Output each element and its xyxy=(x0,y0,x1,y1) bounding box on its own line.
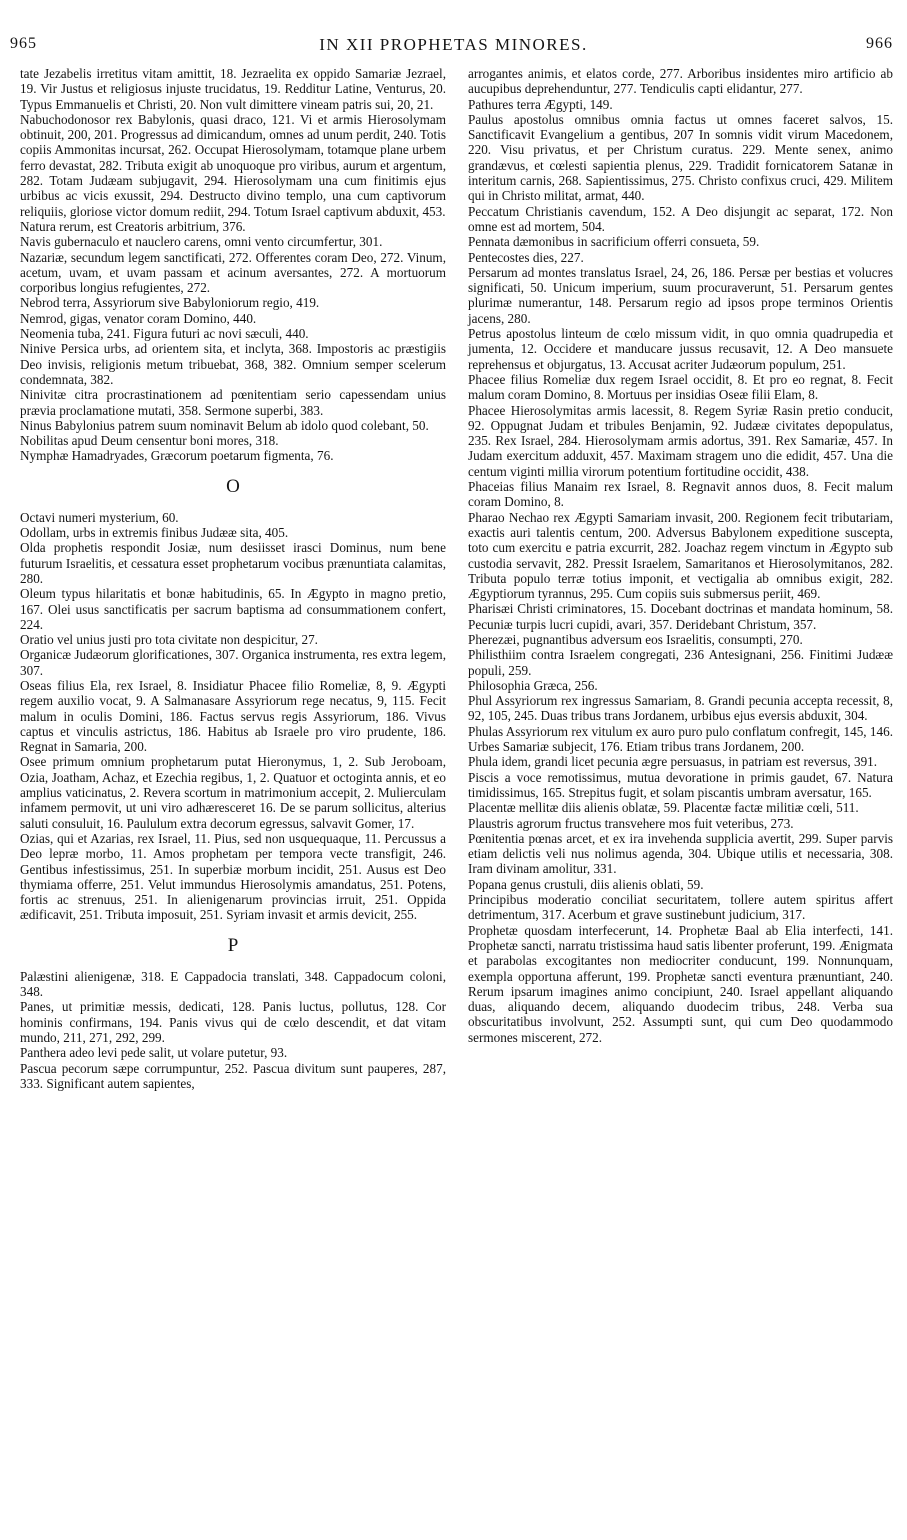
index-entry: Popana genus crustuli, diis alienis oblati, 59. xyxy=(468,876,704,892)
index-entry: Phulas Assyriorum rex vitulum ex auro puro pulo conflatum confregit, 145, 146. Urbes Samariæ subjecit, 176. Etiam tribus trans Jordanem, 200. xyxy=(468,723,893,755)
index-entry: Nazariæ, secundum legem sanctificati, 272. Offerentes coram Deo, 272. Vinum, acetum, uvam, et uvam passam et acinum aversantes, 272. A mortuorum corporibus longius refugientes, 272. xyxy=(20,249,446,296)
index-entry: Pathures terra Ægypti, 149. xyxy=(468,96,613,112)
index-entry: Osee primum omnium prophetarum putat Hieronymus, 1, 2. Sub Jeroboam, Ozia, Joatham, Achaz, et Ezechia regibus, 1, 2. Quatuor et octoginta annis, et eo amplius vaticinatus, 2. Revera scortum in matrimonium accepit, 2. Mulierculam infamem permovit, ut uni viro adhæresceret 16. De se parum sollicitus, alterius saluti consuluit, 16. Paululum extra decorum egressus, salvavit Gomer, 17. xyxy=(20,754,446,831)
index-entry: Piscis a voce remotissimus, mutua devoratione in primis gaudet, 67. Natura timidissimus, 165. Strepitus fugit, et solam piscantis umbram aversatur, 165. xyxy=(468,769,893,800)
index-entry: Nabuchodonosor rex Babylonis, quasi draco, 121. Vi et armis Hierosolymam obtinuit, 200, 201. Progressus ad dimicandum, omnes ad unum perdit, 240. Totis copiis Ammonitas incursat, 262. Occupat Hierosolymam, totamque plane urbem ferro devastat, 282. Tributa exigit ab unoquoque pro viribus, aurum et argentum, 282. Totam Judæam subjugavit, 294. Hierosolymam una cum finitimis ejus urbibus ac vicis exussit, 294. Destructo divino templo, una cum captivorum reliquiis, gloriose victor domum rediit, 294. Totum Israel captivum abduxit, 453. xyxy=(20,111,446,219)
index-entry: Pharisæi Christi criminatores, 15. Docebant doctrinas et mandata hominum, 58. Pecuniæ turpis lucri cupidi, avari, 357. Deridebant Christum, 357. xyxy=(468,601,893,632)
index-entry: Ninus Babylonius patrem suum nominavit Belum ab idolo quod colebant, 50. xyxy=(20,417,429,433)
index-entry: Organicæ Judæorum glorificationes, 307. Organica instrumenta, res extra legem, 307. xyxy=(20,647,446,678)
index-entry: Phacee filius Romeliæ dux regem Israel occidit, 8. Et pro eo regnat, 8. Fecit malum coram Domino, 8. Mortuus per insidias Oseæ filii Elam, 8. xyxy=(468,371,893,403)
index-entry: Pennata dæmonibus in sacrificium offerri consueta, 59. xyxy=(468,234,760,250)
index-entry: Panes, ut primitiæ messis, dedicati, 128. Panis luctus, pollutus, 128. Cor hominis confirmans, 194. Panis vivus qui de cœlo descendit, et dat vitam mundo, 211, 271, 292, 299. xyxy=(20,999,446,1045)
index-entry: Phacee Hierosolymitas armis lacessit, 8. Regem Syriæ Rasin pretio conducit, 92. Oppugnat Judam et tribules Benjamin, 92. Judææ civitates depopulatus, 235. Rex Israel, 284. Hierosolymam armis adortus, 391. Rex Samariæ, 457. In Judam exercitum adduxit, 457. Maximam stragem uno die edidit, 457. Una die centum viginti millia virorum potentium fortitudine occidit, 438. xyxy=(468,402,893,479)
index-entry: Phul Assyriorum rex ingressus Samariam, 8. Grandi pecunia accepta recessit, 8, 92, 105, 245. Duas tribus trans Jordanem, urbibus ejus eversis abduxit, 304. xyxy=(468,693,893,724)
index-entry: Pascua pecorum sæpe corrumpuntur, 252. Pascua divitum sunt pauperes, 287, 333. Significant autem sapientes, xyxy=(20,1060,446,1091)
right-index-column xyxy=(468,66,893,1045)
index-block-p-continued xyxy=(468,66,893,1045)
index-entry: Ninive Persica urbs, ad orientem sita, et inclyta, 368. Impostoris ac præstigiis Deo invisis, religionis metum tribuebat, 368, 382. Omnium semper scelerum condemnata, 382. xyxy=(20,341,446,387)
index-entry: Octavi numeri mysterium, 60. xyxy=(20,509,179,525)
index-entry: Oseas filius Ela, rex Israel, 8. Insidiatur Phacee filio Romeliæ, 8, 9. Ægypti regem auxilio vocat, 9. A Salmanasare Assyriorum rege necatus, 9, 115. Fecit malum in oculis Domini, 186. Factus servus regis Assyriorum, 186. Vivus captus et vinculis astrictus, 186. Habitus ab Israele pro viro prudente, 186. Regnat in Samaria, 200. xyxy=(20,677,446,755)
index-entry: arrogantes animis, et elatos corde, 277. Arboribus insidentes miro artificio ab aucupibus deprehenduntur, 277. Tendiculis capti elidantur, 277. xyxy=(468,66,893,97)
index-entry: Phaceias filius Manaim rex Israel, 8. Regnavit annos duos, 8. Fecit malum coram Domino, 8. xyxy=(468,479,893,510)
index-entry: Pharao Nechao rex Ægypti Samariam invasit, 200. Regionem fecit tributariam, exactis auri talentis centum, 200. Adversus Babylonem expeditione suscepta, toto cum exercitu e patria excurrit, 282. Joachaz regem vinctum in Ægypto sub custodia servavit, 282. Pressit Israelem, Samaritanos et Hierosolymitanos, 282. Tributa populo terræ totius imponit, et vectigalia ab omnibus exigit, 282. Ægyptiorum tyrannus, 295. Cum copiis suis submersus periit, 469. xyxy=(468,509,893,602)
index-entry: tate Jezabelis irretitus vitam amittit, 18. Jezraelita ex oppido Samariæ Jezrael, 19. Vir Justus et religiosus injuste trucidatus, 19. Redditur Latine, Venturus, 20. Typus Emmanuelis et Christi, 20. Non vult dimittere vineam patris sui, 20, 21. xyxy=(20,66,446,112)
index-entry: Navis gubernaculo et nauclero carens, omni vento circumfertur, 301. xyxy=(20,234,383,250)
index-entry: Nebrod terra, Assyriorum sive Babyloniorum regio, 419. xyxy=(20,295,320,311)
index-block-n xyxy=(20,66,446,464)
index-entry: Pherezæi, pugnantibus adversum eos Israelitis, consumpti, 270. xyxy=(468,631,803,647)
index-entry: Paulus apostolus omnibus omnia factus ut omnes faceret salvos, 15. Sanctificavit Evangelium a gentibus, 207 In somnis vidit virum Macedonem, 220. Visu privatus, et per Christum curatus. 229. Mente senex, animo grandævus, et cœlesti sapientia plenus, 229. Tradidit fornicatorem Satanæ in interitum carnis, 268. Sapientissimus, 275. Christo confixus cruci, 429. Militem qui in Christo militat, armat, 440. xyxy=(468,111,893,204)
index-entry: Philosophia Græca, 256. xyxy=(468,677,598,693)
index-entry: Nemrod, gigas, venator coram Domino, 440. xyxy=(20,310,257,326)
index-entry: Petrus apostolus linteum de cœlo missum vidit, in quo omnia quadrupedia et jumenta, 12. Occidere et manducare jussus recusavit, 12. A Deo mansuete reprehensus et objurgatus, 13. Accusat acriter Judæorum populum, 251. xyxy=(468,326,893,372)
index-entry: Plaustris agrorum fructus transvehere mos fuit veteribus, 273. xyxy=(468,815,794,831)
index-block-p-start xyxy=(20,969,446,1091)
index-entry: Peccatum Christianis cavendum, 152. A Deo disjungit ac separat, 172. Non omne est ad mortem, 504. xyxy=(468,203,893,234)
index-entry: Natura rerum, est Creatoris arbitrium, 376. xyxy=(20,218,246,234)
index-entry: Palæstini alienigenæ, 318. E Cappadocia translati, 348. Cappadocum coloni, 348. xyxy=(20,968,446,1000)
index-entry: Pœnitentia pœnas arcet, et ex ira invehenda supplicia avertit, 299. Super parvis etiam delictis veli nus nolimus agenda, 304. Ubique utilis et necessaria, 308. Iram divinam amolitur, 331. xyxy=(468,830,893,877)
index-entry: Phula idem, grandi licet pecunia ægre persuasus, in patriam est reversus, 391. xyxy=(468,754,878,770)
index-entry: Philisthiim contra Israelem congregati, 236 Antesignani, 256. Finitimi Judææ populi, 259. xyxy=(468,647,893,678)
index-entry: Panthera adeo levi pede salit, ut volare putetur, 93. xyxy=(20,1045,288,1061)
index-entry: Olda prophetis respondit Josiæ, num desiisset irasci Dominus, num bene futurum Israelitis, et cessatura esset prophetarum vocibus prænuntiata calamitas, 280. xyxy=(20,540,446,586)
page-number-left: 965 xyxy=(10,35,37,52)
index-entry: Neomenia tuba, 241. Figura futuri ac novi sæculi, 440. xyxy=(20,326,309,342)
index-entry: Pentecostes dies, 227. xyxy=(468,249,584,265)
index-entry: Ozias, qui et Azarias, rex Israel, 11. Pius, sed non usquequaque, 11. Percussus a Deo lepræ morbo, 11. Amos prophetam per tempora vecte transfigit, 246. Gentibus infestissimus, 251. In superbiæ morbum incidit, 251. Ausus est Deo thymiama offerre, 251. Velut immundus Hierosolymis amandatus, 251. Potens, fortis ac strenuus, 251. In alienigenarum provincias irruit, 251. Oppida ædificavit, 251. Tributa imposuit, 251. Syriam invasit et armis devicit, 255. xyxy=(20,830,446,923)
index-entry: Prophetæ quosdam interfecerunt, 14. Prophetæ Baal ab Elia interfecti, 141. Prophetæ sancti, narratu tristissima haud satis libenter proferunt, 199. Ænigmata et parabolas excogitantes non mediocriter conducunt, 199. Nonnunquam, exempla opportuna afferunt, 199. Prophetæ sancti eventura prænuntiant, 240. Rerum ipsarum imagines animo concipiunt, 240. Israel appellant aliquando duas, aliquando decem, aliquando duodecim tribus, 248. Verba sua obscuritatibus involvunt, 252. Assumpti sunt, qui cum Deo quodammodo sermones miscerent, 272. xyxy=(468,922,893,1045)
running-title: IN XII PROPHETAS MINORES. xyxy=(319,35,588,54)
index-entry: Oleum typus hilaritatis et bonæ habitudinis, 65. In Ægypto in magno pretio, 167. Olei usus sanctificatis per sacrum baptisma ad consummationem confert, 224. xyxy=(20,586,446,632)
index-entry: Principibus moderatio conciliat securitatem, tollere autem spiritus affert detrimentum, 317. Acerbum et grave sustinebunt judicium, 317. xyxy=(468,892,893,923)
section-letter-p: P xyxy=(227,934,239,956)
index-entry: Ninivitæ citra procrastinationem ad pœnitentiam serio capessendam unius prævia proclamatione mutati, 358. Sermone superbi, 383. xyxy=(20,387,446,418)
index-block-o xyxy=(20,510,446,923)
index-entry: Placentæ mellitæ diis alienis oblatæ, 59. Placentæ factæ militiæ cœli, 511. xyxy=(468,800,859,816)
index-entry: Nobilitas apud Deum censentur boni mores, 318. xyxy=(20,433,279,449)
index-entry: Persarum ad montes translatus Israel, 24, 26, 186. Persæ per bestias et volucres significati, 50. Unicum imperium, suum procuraverunt, 51. Persarum gentes plurimæ numerantur, 148. Persarum regio ad ipsos prope terminos Orientis jacens, 280. xyxy=(468,264,893,326)
index-entry: Oratio vel unius justi pro tota civitate non despicitur, 27. xyxy=(20,632,318,648)
left-index-column xyxy=(20,66,446,1091)
index-entry: Odollam, urbs in extremis finibus Judææ sita, 405. xyxy=(20,525,289,541)
section-letter-o: O xyxy=(226,475,240,497)
page-number-right: 966 xyxy=(866,35,893,52)
index-entry: Nymphæ Hamadryades, Græcorum poetarum figmenta, 76. xyxy=(20,448,334,464)
